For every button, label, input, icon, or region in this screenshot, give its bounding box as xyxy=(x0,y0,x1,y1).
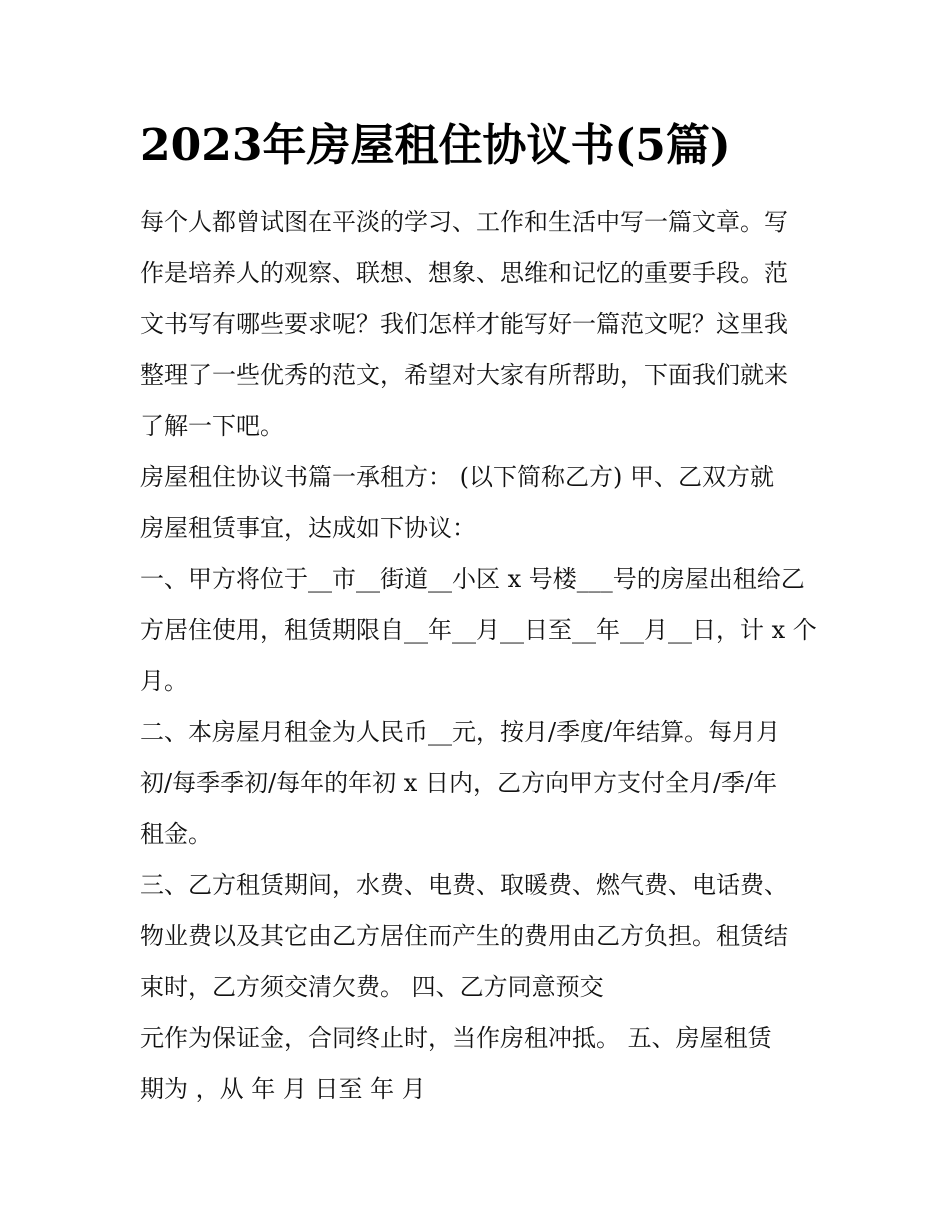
paragraph-line: 方居住使用，租赁期限自__年__月__日至__年__月__日，计 x 个 xyxy=(140,616,817,644)
paragraph-line: 初/每季季初/每年的年初 x 日内，乙方向甲方支付全月/季/年 xyxy=(140,769,778,797)
paragraph-line: 了解一下吧。 xyxy=(140,412,284,440)
paragraph-line: 月。 xyxy=(140,667,188,695)
paragraph-line: 二、本房屋月租金为人民币__元，按月/季度/年结算。每月月 xyxy=(140,718,781,746)
document-title: 2023年房屋租住协议书(5篇) xyxy=(140,120,731,171)
paragraph-line: 期为 ，从 年 月 日至 年 月 xyxy=(140,1075,426,1103)
paragraph-line: 房屋租住协议书篇一承租方： (以下简称乙方) 甲、乙双方就 xyxy=(140,463,774,491)
paragraph-line: 每个人都曾试图在平淡的学习、工作和生活中写一篇文章。写 xyxy=(140,208,788,236)
paragraph-line: 文书写有哪些要求呢？我们怎样才能写好一篇范文呢？这里我 xyxy=(140,310,788,338)
paragraph-line: 物业费以及其它由乙方居住而产生的费用由乙方负担。租赁结 xyxy=(140,922,788,950)
paragraph-line: 元作为保证金，合同终止时，当作房租冲抵。 五、房屋租赁 xyxy=(140,1024,772,1052)
paragraph-line: 束时，乙方须交清欠费。 四、乙方同意预交 xyxy=(140,973,604,1001)
paragraph-line: 整理了一些优秀的范文，希望对大家有所帮助，下面我们就来 xyxy=(140,361,788,389)
paragraph-line: 房屋租赁事宜，达成如下协议： xyxy=(140,514,476,542)
paragraph-line: 三、乙方租赁期间，水费、电费、取暖费、燃气费、电话费、 xyxy=(140,871,788,899)
paragraph-line: 租金。 xyxy=(140,820,212,848)
paragraph-line: 一、甲方将位于__市__街道__小区 x 号楼___号的房屋出租给乙 xyxy=(140,565,805,593)
paragraph-line: 作是培养人的观察、联想、想象、思维和记忆的重要手段。范 xyxy=(140,259,788,287)
